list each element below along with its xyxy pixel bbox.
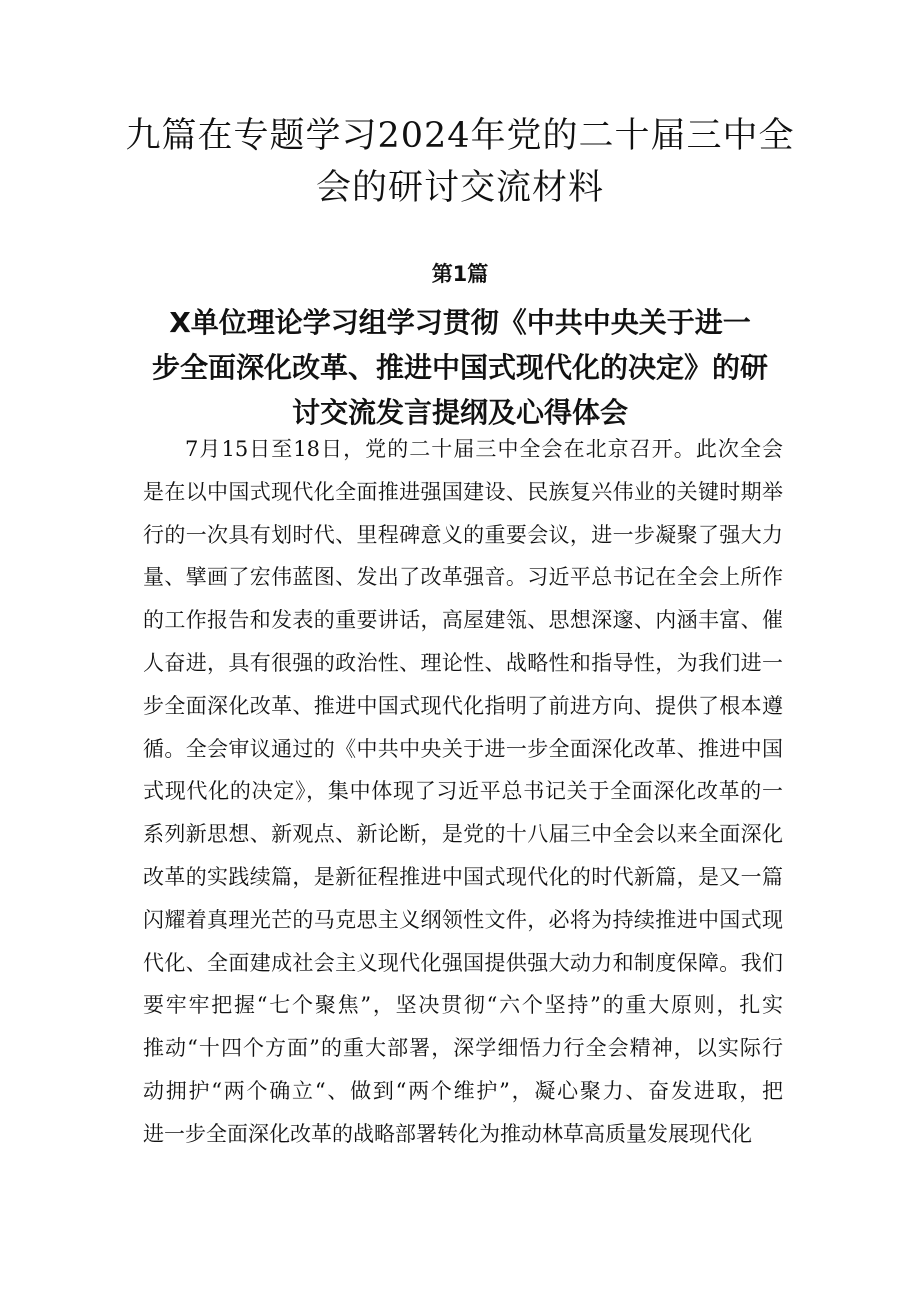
heading-line: 讨交流发言提纲及心得体会	[291, 396, 628, 429]
body-line: 式现代化的决定》，集中体现了习近平总书记关于全面深化改革的一	[143, 779, 783, 804]
body-line: 步全面深化改革、推进中国式现代化指明了前进方向、提供了根本遵	[143, 693, 783, 718]
body-line: 推动“十四个方面”的重大部署，深学细悟力行全会精神，以实际行	[143, 1036, 783, 1061]
body-line: 动拥护“两个确立“、做到“两个维护”，凝心聚力、奋发进取，把	[143, 1078, 783, 1103]
body-line: 要牢牢把握“七个聚焦”，坚决贯彻“六个坚持”的重大原则，扎实	[143, 993, 783, 1018]
body-line: 行的一次具有划时代、里程碑意义的重要会议，进一步凝聚了强大力	[143, 522, 783, 547]
title-line: 九篇在专题学习2024年党的二十届三中全	[125, 116, 795, 156]
body-line: 系列新思想、新观点、新论断，是党的十八届三中全会以来全面深化	[143, 822, 783, 847]
body-line: 代化、全面建成社会主义现代化强国提供强大动力和制度保障。我们	[143, 950, 783, 975]
body-line: 闪耀着真理光芒的马克思主义纲领性文件，必将为持续推进中国式现	[143, 907, 783, 932]
section-heading	[130, 300, 790, 435]
body-line: 是在以中国式现代化全面推进强国建设、民族复兴伟业的关键时期举	[143, 479, 783, 504]
heading-line: X单位理论学习组学习贯彻《中共中央关于进一	[169, 306, 751, 339]
section-number: 第1篇	[431, 262, 489, 286]
heading-line: 步全面深化改革、推进中国式现代化的决定》的研	[151, 351, 768, 384]
body-line: 改革的实践续篇，是新征程推进中国式现代化的时代新篇，是又一篇	[143, 864, 783, 889]
body-line: 循。全会审议通过的《中共中央关于进一步全面深化改革、推进中国	[143, 736, 783, 761]
body-line: 人奋进，具有很强的政治性、理论性、战略性和指导性，为我们进一	[143, 650, 783, 675]
body-line: 进一步全面深化改革的战略部署转化为推动林草高质量发展现代化	[143, 1121, 752, 1146]
title-line: 会的研讨交流材料	[315, 168, 604, 208]
body-line: 量、擘画了宏伟蓝图、发出了改革强音。习近平总书记在全会上所作	[143, 565, 783, 590]
body-line: 7月15日至18日，党的二十届三中全会在北京召开。此次全会	[185, 437, 783, 461]
body-line: 的工作报告和发表的重要讲话，高屋建瓴、思想深邃、内涵丰富、催	[143, 608, 783, 633]
body-paragraph	[143, 428, 783, 1156]
document-title	[120, 110, 800, 214]
